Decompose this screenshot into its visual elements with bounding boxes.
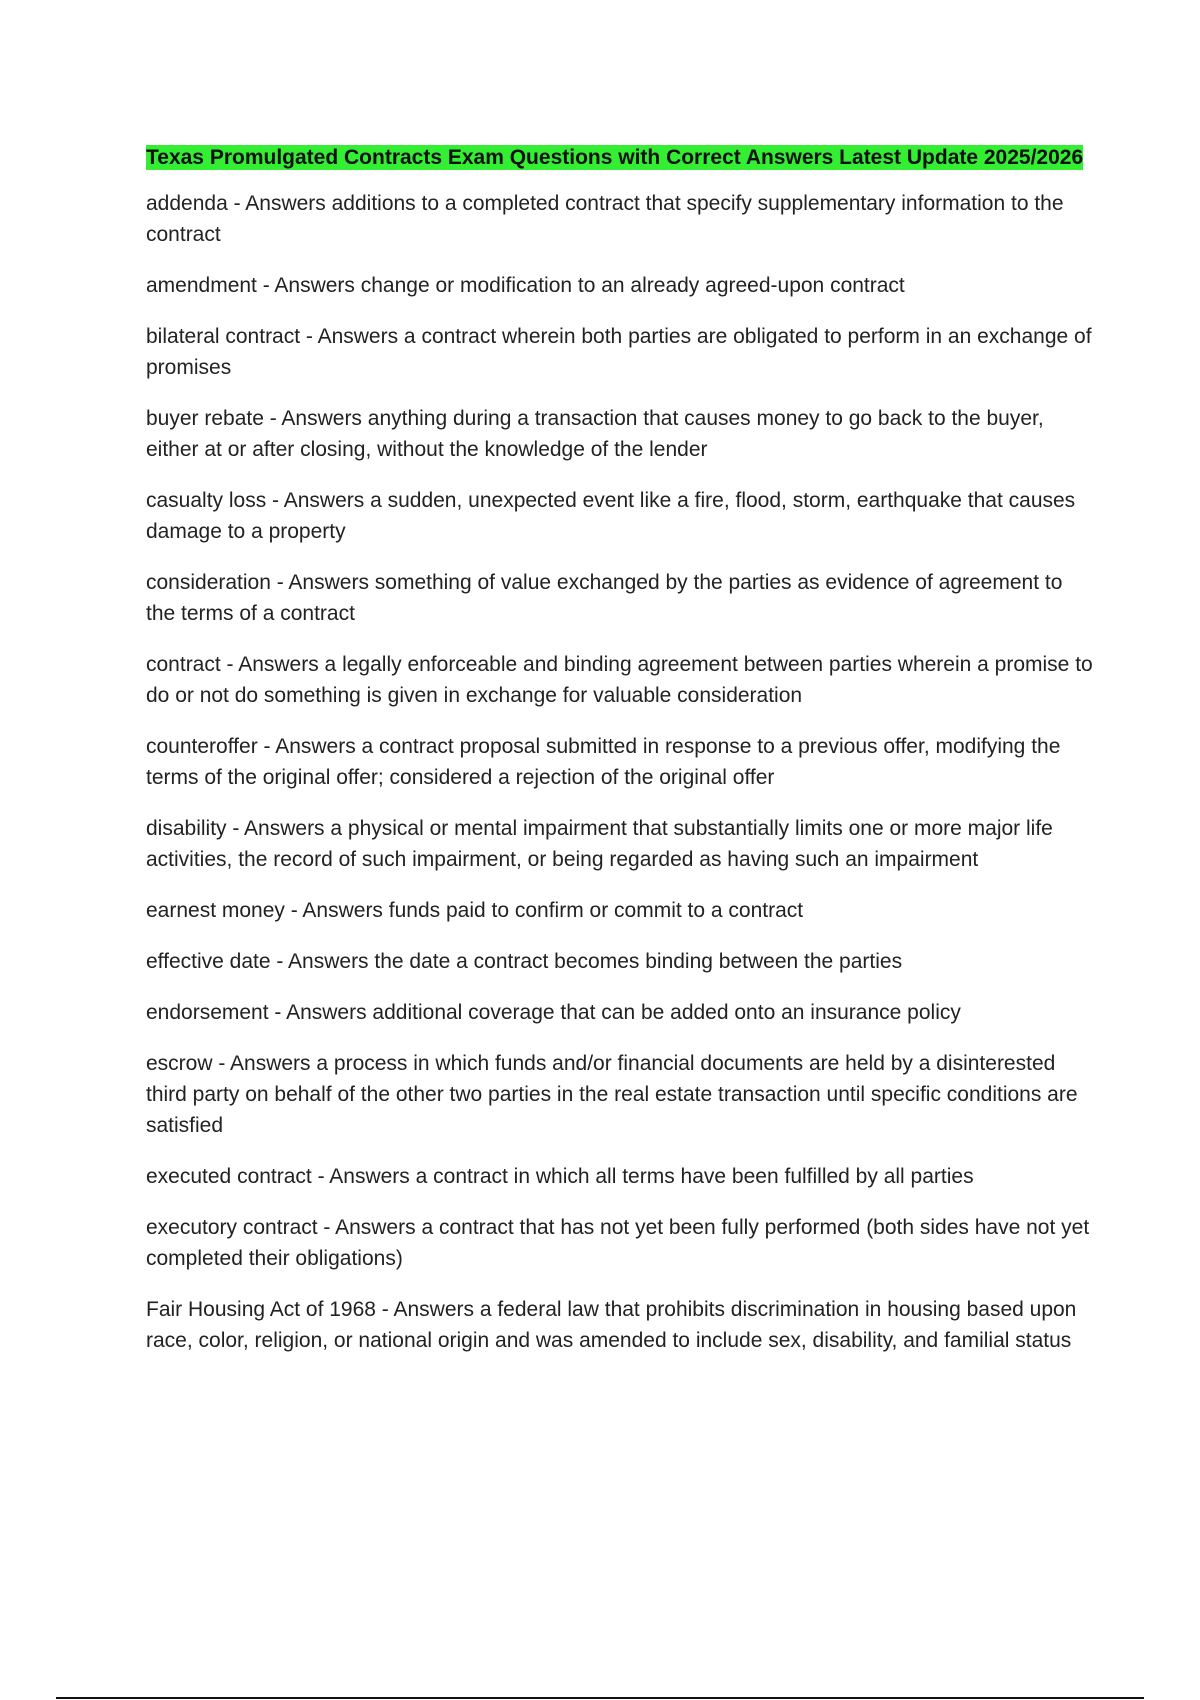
glossary-entry-disability: disability - Answers a physical or mental impairment that substantially limits one or more major life activities, the record of such impairment, or being regarded as having such an impairment: [146, 817, 1053, 871]
glossary-entry-effective-date: effective date - Answers the date a contract becomes binding between the parties: [146, 950, 903, 973]
glossary-entry-amendment: amendment - Answers change or modification to an already agreed-upon contract: [146, 274, 905, 297]
footer-divider: [56, 1697, 1144, 1699]
glossary-entry-earnest-money: earnest money - Answers funds paid to confirm or commit to a contract: [146, 899, 804, 922]
glossary-entry-escrow: escrow - Answers a process in which funds and/or financial documents are held by a disinterested third party on behalf of the other two parties in the real estate transaction until specific conditions are satisfied: [146, 1052, 1078, 1137]
glossary-entry-buyer-rebate: buyer rebate - Answers anything during a transaction that causes money to go back to the buyer, either at or after closing, without the knowledge of the lender: [146, 407, 1044, 461]
glossary-entry-consideration: consideration - Answers something of value exchanged by the parties as evidence of agreement to the terms of a contract: [146, 571, 1063, 625]
glossary-entry-casualty-loss: casualty loss - Answers a sudden, unexpected event like a fire, flood, storm, earthquake that causes damage to a property: [146, 489, 1076, 543]
glossary-entry-executed-contract: executed contract - Answers a contract in which all terms have been fulfilled by all parties: [146, 1165, 974, 1188]
glossary-entry-executory-contract: executory contract - Answers a contract that has not yet been fully performed (both sides have not yet completed their obligations): [146, 1216, 1090, 1270]
document-page: [146, 142, 1096, 1376]
glossary-entry-fair-housing-act: Fair Housing Act of 1968 - Answers a federal law that prohibits discrimination in housing based upon race, color, religion, or national origin and was amended to include sex, disability, and familial status: [146, 1298, 1077, 1352]
glossary-entry-endorsement: endorsement - Answers additional coverage that can be added onto an insurance policy: [146, 1001, 961, 1024]
glossary-entry-addenda: addenda - Answers additions to a completed contract that specify supplementary information to the contract: [146, 192, 1064, 246]
title-highlight: Texas Promulgated Contracts Exam Questions with Correct Answers Latest Update 2025/2026: [146, 146, 1084, 169]
document-title: [146, 142, 1096, 173]
glossary-entry-bilateral-contract: bilateral contract - Answers a contract wherein both parties are obligated to perform in an exchange of promises: [146, 325, 1092, 379]
glossary-entry-counteroffer: counteroffer - Answers a contract proposal submitted in response to a previous offer, modifying the terms of the original offer; considered a rejection of the original offer: [146, 735, 1061, 789]
glossary-entry-contract: contract - Answers a legally enforceable and binding agreement between parties wherein a promise to do or not do something is given in exchange for valuable consideration: [146, 653, 1093, 707]
